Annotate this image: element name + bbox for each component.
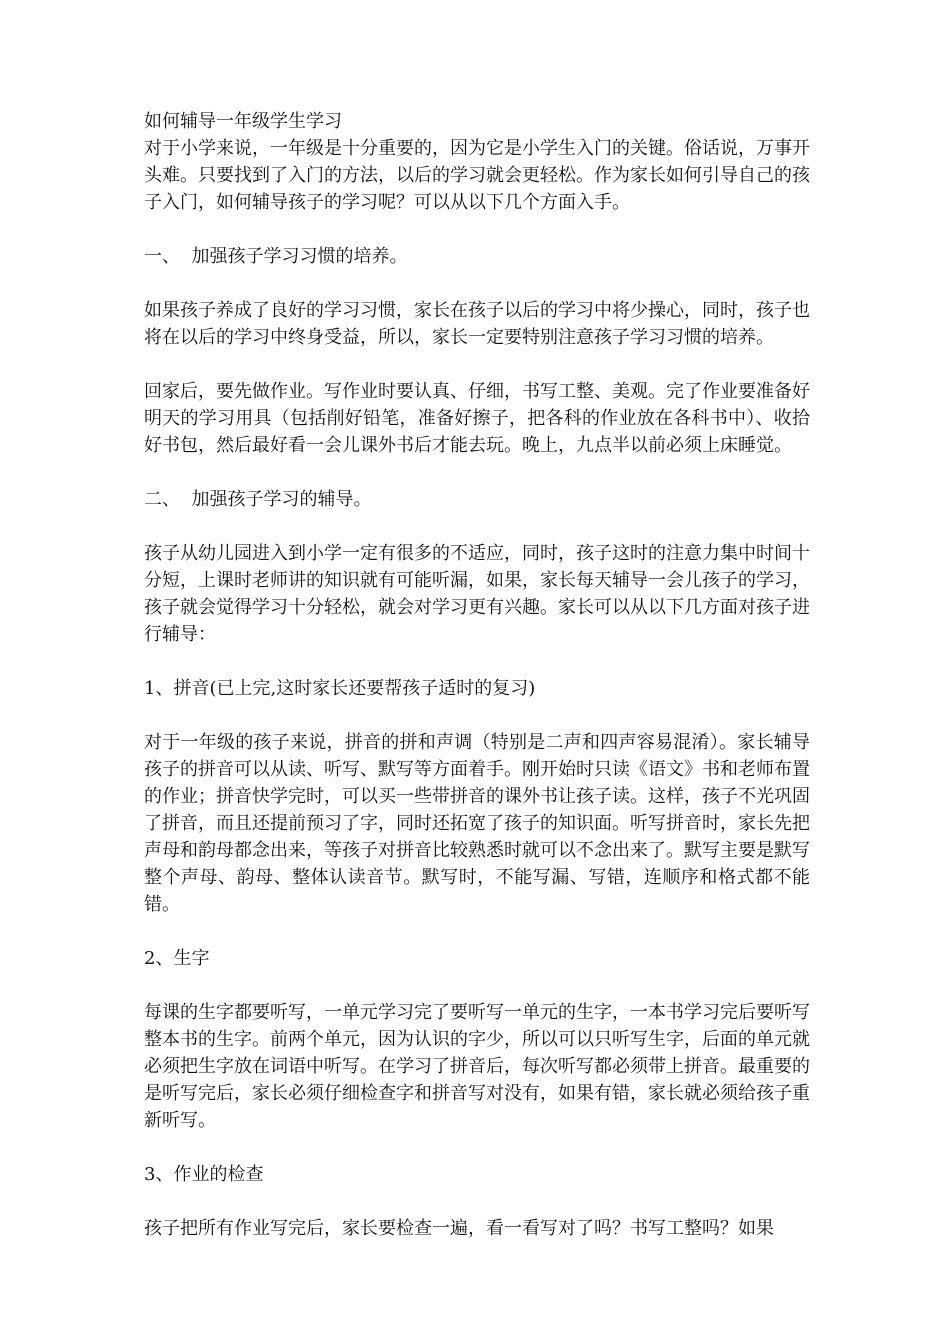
item-1-heading: 1、拼音(已上完,这时家长还要帮孩子适时的复习) bbox=[144, 678, 536, 699]
spacer bbox=[144, 1188, 810, 1215]
spacer bbox=[144, 972, 810, 999]
item-3-heading: 3、作业的检查 bbox=[144, 1164, 264, 1185]
spacer bbox=[144, 1134, 810, 1161]
document-title: 如何辅导一年级学生学习 bbox=[144, 111, 342, 132]
spacer bbox=[144, 216, 810, 243]
document-page bbox=[144, 108, 810, 1242]
spacer bbox=[144, 270, 810, 297]
item-2-heading: 2、生字 bbox=[144, 948, 210, 969]
intro-paragraph: 对于小学来说，一年级是十分重要的，因为它是小学生入门的关键。俗话说，万事开头难。只要找到了入门的方法，以后的学习就会更轻松。作为家长如何引导自己的孩子入门，如何辅导孩子的学习呢？可以从以下几个方面入手。 bbox=[144, 138, 810, 213]
spacer bbox=[144, 918, 810, 945]
section-2-heading: 二、 加强孩子学习的辅导。 bbox=[144, 489, 372, 510]
spacer bbox=[144, 513, 810, 540]
spacer bbox=[144, 702, 810, 729]
section-2-paragraph-1: 孩子从幼儿园进入到小学一定有很多的不适应，同时，孩子这时的注意力集中时间十分短，上课时老师讲的知识就有可能听漏，如果，家长每天辅导一会儿孩子的学习，孩子就会觉得学习十分轻松，就会对学习更有兴趣。家长可以从以下几方面对孩子进行辅导： bbox=[144, 543, 810, 645]
item-1-paragraph: 对于一年级的孩子来说，拼音的拼和声调（特别是二声和四声容易混淆）。家长辅导孩子的拼音可以从读、听写、默写等方面着手。刚开始时只读《语文》书和老师布置的作业；拼音快学完时，可以买一些带拼音的课外书让孩子读。这样，孩子不光巩固了拼音，而且还提前预习了字，同时还拓宽了孩子的知识面。听写拼音时，家长先把声母和韵母都念出来，等孩子对拼音比较熟悉时就可以不念出来了。默写主要是默写整个声母、韵母、整体认读音节。默写时，不能写漏、写错，连顺序和格式都不能错。 bbox=[144, 732, 810, 915]
item-2-paragraph: 每课的生字都要听写，一单元学习完了要听写一单元的生字，一本书学习完后要听写整本书的生字。前两个单元，因为认识的字少，所以可以只听写生字，后面的单元就必须把生字放在词语中听写。在学习了拼音后，每次听写都必须带上拼音。最重要的是听写完后，家长必须仔细检查字和拼音写对没有，如果有错，家长就必须给孩子重新听写。 bbox=[144, 1002, 810, 1131]
spacer bbox=[144, 351, 810, 378]
section-1-paragraph-2: 回家后，要先做作业。写作业时要认真、仔细，书写工整、美观。完了作业要准备好明天的学习用具（包括削好铅笔，准备好擦子，把各科的作业放在各科书中）、收拾好书包，然后最好看一会儿课外书后才能去玩。晚上，九点半以前必须上床睡觉。 bbox=[144, 381, 810, 456]
spacer bbox=[144, 459, 810, 486]
spacer bbox=[144, 648, 810, 675]
section-1-heading: 一、 加强孩子学习习惯的培养。 bbox=[144, 246, 408, 267]
item-3-paragraph: 孩子把所有作业写完后，家长要检查一遍，看一看写对了吗？书写工整吗？如果 bbox=[144, 1218, 774, 1239]
section-1-paragraph-1: 如果孩子养成了良好的学习习惯，家长在孩子以后的学习中将少操心，同时，孩子也将在以后的学习中终身受益，所以，家长一定要特别注意孩子学习习惯的培养。 bbox=[144, 300, 810, 348]
